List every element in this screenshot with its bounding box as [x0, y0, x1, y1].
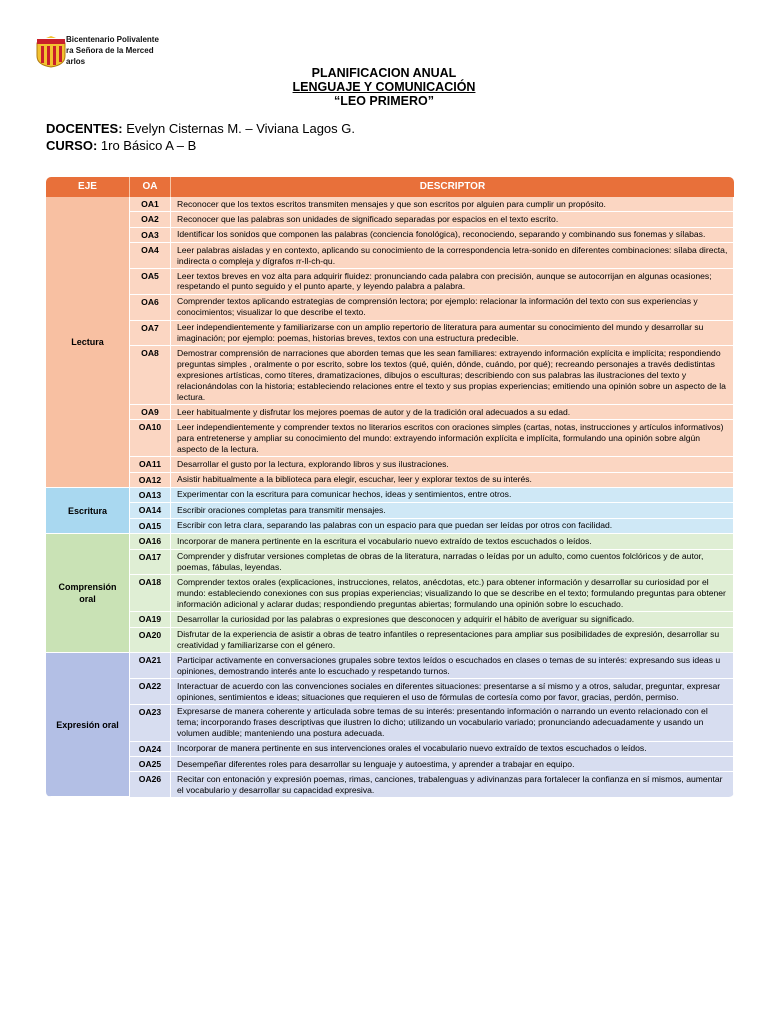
- oa-cell: OA22: [130, 679, 171, 705]
- table-row: [46, 295, 734, 321]
- descriptor-cell: Disfrutar de la experiencia de asistir a obras de teatro infantiles o representaciones para ampliar sus posibilidades de expresión, desarrollar su creatividad y familiarizarse con el género.: [171, 628, 734, 654]
- oa-cell: OA13: [130, 488, 171, 503]
- eje-cell: Lectura: [46, 197, 130, 488]
- oa-cell: OA12: [130, 473, 171, 488]
- descriptor-cell: Recitar con entonación y expresión poemas, rimas, canciones, trabalenguas y adivinanzas para fortalecer la confianza en sí mismos, aumentar el vocabulario y desarrollar su capacidad expresiva.: [171, 772, 734, 797]
- table-row: [46, 212, 734, 227]
- descriptor-cell: Demostrar comprensión de narraciones que aborden temas que les sean familiares: extrayendo información explícita e implícita; respondiendo preguntas simples , oralmente o por escrito, sobre los textos (qué, quién, dónde, cuándo, por qué); recreando personajes a través dedistintas expresiones artísticas, como títeres, dramatizaciones, dibujos o esculturas; describiendo con sus palabras las ilustraciones del texto y relacionándolas con la historia; estableciendo relaciones entre el texto y sus propias experiencias; emitiendo una opinión sobre un aspecto de la lectura.: [171, 346, 734, 405]
- school-name: [66, 34, 159, 67]
- docentes-label: DOCENTES:: [46, 121, 123, 136]
- curso-value: 1ro Básico A – B: [100, 138, 197, 153]
- oa-cell: OA5: [130, 269, 171, 295]
- oa-cell: OA20: [130, 628, 171, 654]
- descriptor-cell: Asistir habitualmente a la biblioteca para elegir, escuchar, leer y explorar textos de su interés.: [171, 473, 734, 488]
- descriptor-cell: Desarrollar la curiosidad por las palabras o expresiones que desconocen y adquirir el hábito de averiguar su significado.: [171, 612, 734, 627]
- oa-cell: OA3: [130, 228, 171, 243]
- curso-line: [46, 137, 355, 154]
- oa-cell: OA6: [130, 295, 171, 321]
- descriptor-cell: Leer independientemente y comprender textos no literarios escritos con oraciones simples (cartas, notas, instrucciones y artículos informativos) para entretenerse y ampliar su conocimiento del mundo: extrayendo información explícita e implícita, formulando una opinión sobre algún aspecto de la lectura.: [171, 420, 734, 457]
- table-header-row: [46, 177, 734, 197]
- descriptor-cell: Interactuar de acuerdo con las convenciones sociales en diferentes situaciones: presentarse a sí mismo y a otros, saludar, preguntar, expresar opiniones, sentimientos e ideas; situaciones que requieren el uso de fórmulas de cortesía como por favor, gracias, perdón, permiso.: [171, 679, 734, 705]
- table-row: [46, 243, 734, 269]
- eje-cell: Expresión oral: [46, 653, 130, 797]
- descriptor-cell: Reconocer que las palabras son unidades de significado separadas por espacios en el texto escrito.: [171, 212, 734, 227]
- oa-cell: OA15: [130, 519, 171, 534]
- table-body: [46, 197, 734, 797]
- eje-cell: Escritura: [46, 488, 130, 534]
- table-row: [46, 653, 734, 679]
- table-row: [46, 346, 734, 405]
- table-row: [46, 628, 734, 654]
- docentes-line: [46, 120, 355, 137]
- descriptor-cell: Leer independientemente y familiarizarse con un amplio repertorio de literatura para aumentar su conocimiento del mundo y desarrollar su imaginación; por ejemplo: poemas, historias breves, textos con una estructura predecible.: [171, 321, 734, 347]
- descriptor-cell: Expresarse de manera coherente y articulada sobre temas de su interés: presentando información o narrando un evento relacionado con el tema; incorporando frases descriptivas que ilustren lo dicho; utilizando un vocabulario variado; pronunciando adecuadamente y usando un volumen audible; manteniendo una postura adecuada.: [171, 705, 734, 742]
- oa-cell: OA24: [130, 742, 171, 757]
- descriptor-cell: Identificar los sonidos que componen las palabras (conciencia fonológica), reconociendo, separando y combinando sus fonemas y sílabas.: [171, 228, 734, 243]
- table-row: [46, 503, 734, 518]
- descriptor-cell: Desempeñar diferentes roles para desarrollar su lenguaje y autoestima, y aprender a trabajar en equipo.: [171, 757, 734, 772]
- descriptor-cell: Escribir oraciones completas para transmitir mensajes.: [171, 503, 734, 518]
- table-row: [46, 321, 734, 347]
- oa-cell: OA1: [130, 197, 171, 212]
- oa-cell: OA10: [130, 420, 171, 457]
- descriptor-cell: Desarrollar el gusto por la lectura, explorando libros y sus ilustraciones.: [171, 457, 734, 472]
- oa-cell: OA16: [130, 534, 171, 549]
- oa-cell: OA4: [130, 243, 171, 269]
- curriculum-table: [46, 177, 734, 797]
- descriptor-cell: Participar activamente en conversaciones grupales sobre textos leídos o escuchados en clases o temas de su interés: expresando sus ideas u opiniones, demostrando interés ante lo escuchado y respetando turnos.: [171, 653, 734, 679]
- header-oa: OA: [130, 177, 171, 197]
- descriptor-cell: Incorporar de manera pertinente en la escritura el vocabulario nuevo extraído de textos escuchados o leídos.: [171, 534, 734, 549]
- school-line: Bicentenario Polivalente: [66, 35, 159, 44]
- school-line: ra Señora de la Merced: [66, 46, 154, 55]
- table-row: [46, 757, 734, 772]
- docentes-value: Evelyn Cisternas M. – Viviana Lagos G.: [126, 121, 356, 136]
- header-descriptor: DESCRIPTOR: [171, 177, 734, 197]
- oa-cell: OA26: [130, 772, 171, 797]
- school-crest-logo: [34, 36, 68, 68]
- table-row: [46, 612, 734, 627]
- table-row: [46, 742, 734, 757]
- table-row: [46, 197, 734, 212]
- oa-cell: OA9: [130, 405, 171, 420]
- oa-cell: OA11: [130, 457, 171, 472]
- descriptor-cell: Experimentar con la escritura para comunicar hechos, ideas y sentimientos, entre otros.: [171, 488, 734, 503]
- table-row: [46, 269, 734, 295]
- table-row: [46, 550, 734, 576]
- oa-cell: OA23: [130, 705, 171, 742]
- oa-cell: OA25: [130, 757, 171, 772]
- table-row: [46, 679, 734, 705]
- oa-cell: OA7: [130, 321, 171, 347]
- oa-cell: OA18: [130, 575, 171, 612]
- table-row: [46, 534, 734, 549]
- descriptor-cell: Incorporar de manera pertinente en sus intervenciones orales el vocabulario nuevo extraído de textos escuchados o leídos.: [171, 742, 734, 757]
- document-title: PLANIFICACION ANUAL: [311, 66, 457, 80]
- oa-cell: OA8: [130, 346, 171, 405]
- document-titles: [0, 66, 768, 108]
- descriptor-cell: Leer textos breves en voz alta para adquirir fluidez: pronunciando cada palabra con precisión, aunque se autocorrijan en algunas ocasiones; respetando el punto seguido y el punto aparte, y leyendo palabra a palabra.: [171, 269, 734, 295]
- oa-cell: OA19: [130, 612, 171, 627]
- oa-cell: OA14: [130, 503, 171, 518]
- book-title: “LEO PRIMERO”: [333, 94, 434, 108]
- table-row: [46, 420, 734, 457]
- table-row: [46, 519, 734, 534]
- oa-cell: OA2: [130, 212, 171, 227]
- table-row: [46, 473, 734, 488]
- oa-cell: OA21: [130, 653, 171, 679]
- eje-cell: Comprensión oral: [46, 534, 130, 653]
- table-row: [46, 457, 734, 472]
- course-meta: [46, 120, 355, 154]
- document-subtitle: LENGUAJE Y COMUNICACIÓN: [292, 80, 476, 94]
- table-row: [46, 705, 734, 742]
- table-row: [46, 488, 734, 503]
- table-row: [46, 575, 734, 612]
- table-row: [46, 405, 734, 420]
- descriptor-cell: Reconocer que los textos escritos transmiten mensajes y que son escritos por alguien para cumplir un propósito.: [171, 197, 734, 212]
- descriptor-cell: Escribir con letra clara, separando las palabras con un espacio para que puedan ser leídas por otros con facilidad.: [171, 519, 734, 534]
- descriptor-cell: Leer palabras aisladas y en contexto, aplicando su conocimiento de la correspondencia letra-sonido en diferentes combinaciones: sílaba directa, indirecta o compleja y dígrafos rr-ll-ch-qu.: [171, 243, 734, 269]
- descriptor-cell: Comprender y disfrutar versiones completas de obras de la literatura, narradas o leídas por un adulto, como cuentos folclóricos y de autor, poemas, fábulas, leyendas.: [171, 550, 734, 576]
- table-row: [46, 772, 734, 797]
- descriptor-cell: Comprender textos orales (explicaciones, instrucciones, relatos, anécdotas, etc.) para obtener información y desarrollar su curiosidad por el mundo: estableciendo conexiones con sus propias experiencias; visualizando lo que se describe en el texto; formulando preguntas para obtener información adicional y aclarar dudas; respondiendo preguntas abiertas; formulando una opinión sobre lo escuchado.: [171, 575, 734, 612]
- curso-label: CURSO:: [46, 138, 98, 153]
- descriptor-cell: Comprender textos aplicando estrategias de comprensión lectora; por ejemplo: relacionar la información del texto con sus experiencias y conocimientos; visualizar lo que describe el texto.: [171, 295, 734, 321]
- table-row: [46, 228, 734, 243]
- oa-cell: OA17: [130, 550, 171, 576]
- header-eje: EJE: [46, 177, 130, 197]
- school-line: arlos: [66, 57, 86, 66]
- descriptor-cell: Leer habitualmente y disfrutar los mejores poemas de autor y de la tradición oral adecuados a su edad.: [171, 405, 734, 420]
